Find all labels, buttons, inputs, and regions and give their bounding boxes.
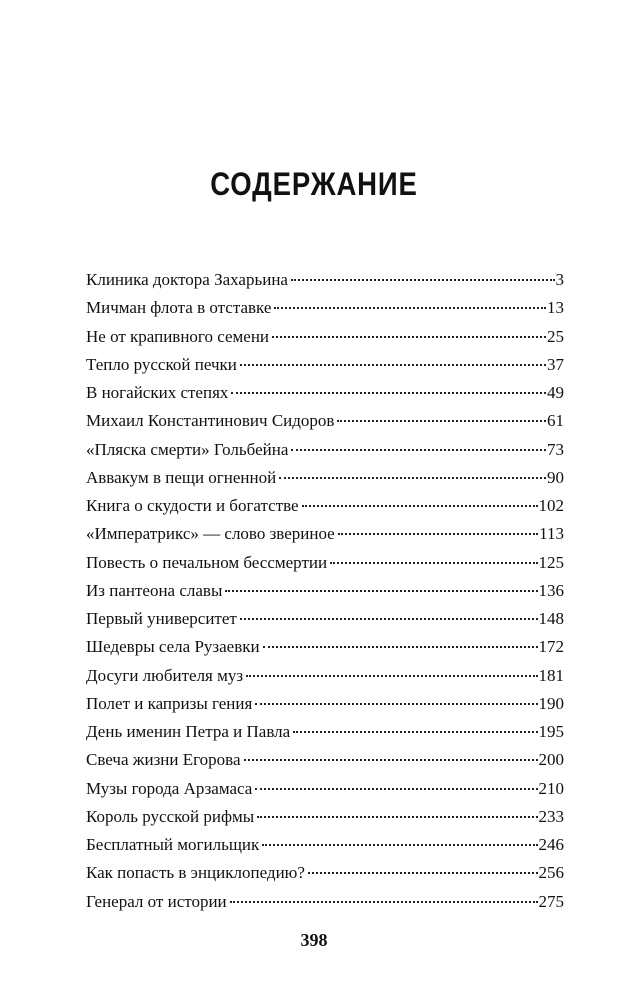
toc-entry-title: День именин Петра и Павла	[86, 722, 291, 741]
toc-entry-title: «Императрикс» — слово звериное	[86, 524, 335, 544]
dot-leader	[257, 816, 537, 818]
toc-entry	[86, 524, 564, 552]
toc-entry-page: 13	[547, 298, 564, 318]
contents-title: СОДЕРЖАНИЕ	[210, 166, 418, 203]
toc-entry	[86, 892, 564, 920]
dot-leader	[308, 872, 538, 874]
toc-entry-title: Бесплатный могильщик	[86, 835, 260, 854]
toc-entry-title: Музы города Арзамаса	[86, 778, 253, 798]
toc-entry	[86, 355, 564, 383]
dot-leader	[293, 731, 537, 733]
toc-entry	[86, 440, 564, 468]
toc-entry-title: Не от крапивного семени	[86, 326, 270, 346]
dot-leader	[246, 675, 537, 677]
dot-leader	[244, 759, 538, 761]
toc-entry	[86, 383, 564, 411]
toc-entry-title: Мичман флота в отставке	[86, 298, 272, 318]
toc-entry	[86, 327, 564, 355]
dot-leader	[330, 562, 537, 564]
toc-entry	[86, 637, 564, 665]
toc-entry-title: Полет и капризы гения	[86, 693, 253, 713]
dot-leader	[263, 646, 538, 648]
toc-entry-title: Как попасть в энциклопедию?	[86, 863, 305, 883]
toc-entry-page: 49	[547, 383, 564, 402]
dot-leader	[272, 336, 546, 338]
toc-entry-title: Клиника доктора Захарьина	[86, 270, 288, 289]
toc-entry-title: Король русской рифмы	[86, 806, 255, 826]
dot-leader	[240, 364, 546, 366]
toc-entry-title: «Пляска смерти» Гольбейна	[86, 439, 289, 459]
dot-leader	[279, 477, 546, 479]
dot-leader	[230, 901, 538, 903]
toc-entry-title: Из пантеона славы	[86, 580, 223, 600]
toc-entry-page: 37	[547, 354, 564, 374]
toc-entry	[86, 666, 564, 694]
toc-entry-page: 275	[538, 891, 564, 911]
toc-entry-page: 195	[538, 722, 564, 741]
toc-entry	[86, 270, 564, 298]
dot-leader	[291, 449, 546, 451]
toc-entry	[86, 298, 564, 326]
toc-entry	[86, 553, 564, 581]
page-number: 398	[300, 930, 328, 950]
toc-entry	[86, 722, 564, 750]
toc-entry-title: Свеча жизни Егорова	[86, 750, 241, 770]
toc-entry-page: 125	[538, 552, 564, 572]
dot-leader	[338, 533, 538, 535]
toc-entry-title: Первый университет	[86, 609, 237, 628]
toc-entry-page: 190	[538, 693, 564, 713]
toc-entry-title: Книга о скудости и богатстве	[86, 496, 299, 515]
toc-entry-title: Аввакум в пещи огненной	[86, 467, 277, 487]
dot-leader	[225, 590, 537, 592]
toc-entry-page: 102	[538, 496, 564, 515]
toc-entry-page: 233	[538, 806, 564, 826]
dot-leader	[255, 703, 537, 705]
toc-entry-title: В ногайских степях	[86, 383, 229, 402]
toc-entry-title: Шедевры села Рузаевки	[86, 637, 260, 657]
toc-entry-page: 181	[538, 665, 564, 685]
toc-entry-page: 200	[538, 750, 564, 770]
toc-entry-page: 246	[538, 835, 564, 854]
toc-entry-page: 136	[538, 580, 564, 600]
toc-entry	[86, 468, 564, 496]
dot-leader	[291, 279, 555, 281]
toc-entry-page: 61	[547, 411, 564, 431]
toc-entry-title: Тепло русской печки	[86, 354, 237, 374]
toc-entry-page: 25	[547, 326, 564, 346]
toc-entry-page: 90	[547, 467, 564, 487]
dot-leader	[337, 420, 546, 422]
toc-entry-page: 210	[538, 778, 564, 798]
toc-entry	[86, 750, 564, 778]
dot-leader	[255, 788, 537, 790]
dot-leader	[231, 392, 546, 394]
toc-entry	[86, 496, 564, 524]
toc-entry-page: 113	[539, 524, 564, 544]
table-of-contents	[86, 270, 564, 920]
toc-entry	[86, 863, 564, 891]
toc-entry-title: Повесть о печальном бессмертии	[86, 552, 328, 572]
dot-leader	[240, 618, 538, 620]
toc-entry-page: 172	[538, 637, 564, 657]
toc-entry	[86, 807, 564, 835]
toc-entry	[86, 779, 564, 807]
dot-leader	[302, 505, 538, 507]
toc-entry-page: 3	[555, 270, 564, 289]
toc-entry	[86, 609, 564, 637]
toc-entry	[86, 835, 564, 863]
toc-entry	[86, 581, 564, 609]
toc-entry-title: Михаил Константинович Сидоров	[86, 411, 335, 431]
toc-entry-page: 73	[547, 439, 564, 459]
toc-entry-page: 148	[538, 609, 564, 628]
dot-leader	[274, 307, 546, 309]
toc-entry	[86, 411, 564, 439]
toc-entry-title: Генерал от истории	[86, 891, 227, 911]
toc-entry	[86, 694, 564, 722]
toc-entry-page: 256	[538, 863, 564, 883]
toc-entry-title: Досуги любителя муз	[86, 665, 244, 685]
dot-leader	[262, 844, 537, 846]
